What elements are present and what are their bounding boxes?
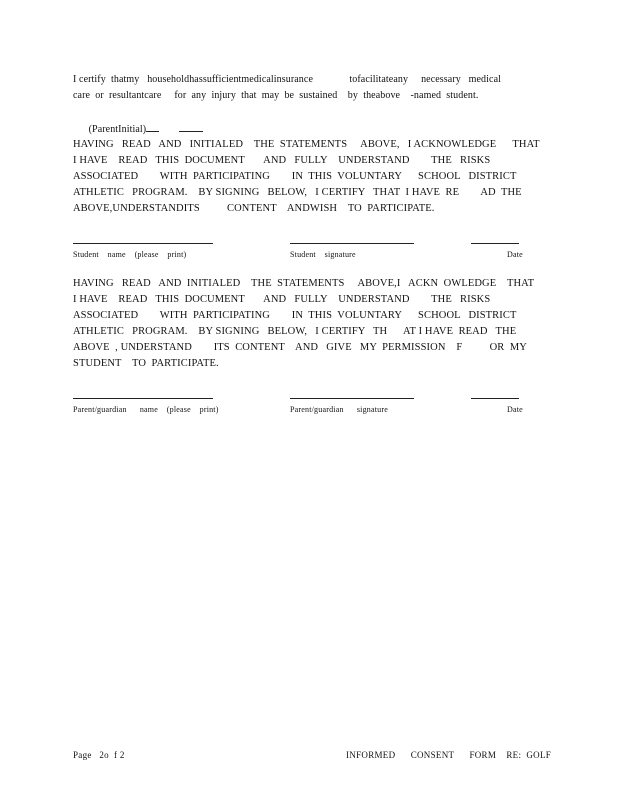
parent-initial-blank-1[interactable] — [146, 120, 159, 132]
parent-statement-line: ABOVE , UNDERSTAND ITS CONTENT AND GIVE MY PERMISSION F OR MY — [73, 342, 527, 353]
student-statement-line: ABOVE,UNDERSTANDITS CONTENT ANDWISH TO PARTICIPATE. — [73, 203, 435, 214]
parent-name-line[interactable] — [73, 398, 213, 399]
student-name-label: Student name (please print) — [73, 250, 187, 259]
student-statement-line: HAVING READ AND INITIALED THE STATEMENTS ABOVE, I ACKNOWLEDGE THAT — [73, 139, 540, 150]
parent-signature-line[interactable] — [290, 398, 414, 399]
parent-name-label: Parent/guardian name (please print) — [73, 405, 219, 414]
parent-date-label: Date — [507, 405, 523, 414]
parent-date-line[interactable] — [471, 398, 519, 399]
parent-signature-label: Parent/guardian signature — [290, 405, 388, 414]
student-date-line[interactable] — [471, 243, 519, 244]
certification-line-1: I certify thatmy householdhassufficientmedicalinsurance tofacilitateany necessary medical — [73, 74, 501, 85]
student-name-line[interactable] — [73, 243, 213, 244]
parent-statement-line: STUDENT TO PARTICIPATE. — [73, 358, 219, 369]
certification-line-2: care or resultantcare for any injury that may be sustained by theabove -named student. — [73, 90, 479, 101]
parent-initial-label: (ParentInitial) — [88, 124, 147, 135]
parent-statement-line: HAVING READ AND INITIALED THE STATEMENTS ABOVE,I ACKN OWLEDGE THAT — [73, 278, 535, 289]
parent-statement-line: ATHLETIC PROGRAM. BY SIGNING BELOW, I CERTIFY TH AT I HAVE READ THE — [73, 326, 517, 337]
student-acknowledgement-paragraph — [73, 137, 538, 217]
student-date-label: Date — [507, 250, 523, 259]
parent-statement-line: I HAVE READ THIS DOCUMENT AND FULLY UNDERSTAND THE RISKS — [73, 294, 491, 305]
page-number: Page 2o f 2 — [73, 750, 125, 760]
student-statement-line: I HAVE READ THIS DOCUMENT AND FULLY UNDERSTAND THE RISKS — [73, 155, 491, 166]
student-statement-line: ATHLETIC PROGRAM. BY SIGNING BELOW, I CERTIFY THAT I HAVE RE AD THE — [73, 187, 522, 198]
student-signature-label: Student signature — [290, 250, 356, 259]
parent-initial-blank-2[interactable] — [179, 120, 203, 132]
form-title: INFORMED CONSENT FORM RE: GOLF — [346, 750, 552, 760]
parent-acknowledgement-paragraph — [73, 276, 538, 372]
student-statement-line: ASSOCIATED WITH PARTICIPATING IN THIS VOLUNTARY SCHOOL DISTRICT — [73, 171, 517, 182]
parent-statement-line: ASSOCIATED WITH PARTICIPATING IN THIS VOLUNTARY SCHOOL DISTRICT — [73, 310, 517, 321]
student-signature-line[interactable] — [290, 243, 414, 244]
